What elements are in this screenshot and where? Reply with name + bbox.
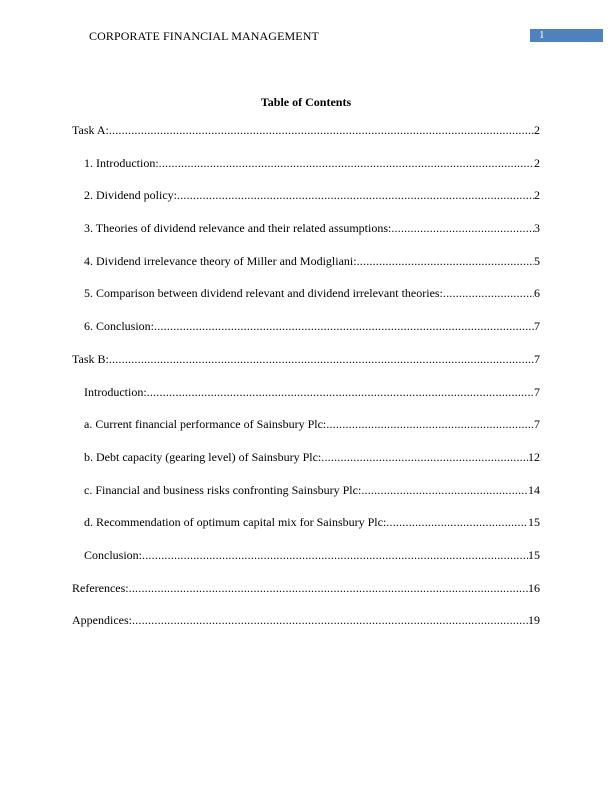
toc-entry-page: 15 (528, 547, 540, 562)
toc-entry-text: Task B: (72, 351, 109, 366)
toc-entry-page: 7 (534, 319, 540, 334)
toc-entry-dividend-irrelevance-theory[interactable] (72, 254, 540, 287)
toc-leader-dots (326, 417, 534, 432)
toc-entry-page: 3 (534, 221, 540, 236)
toc-entry-page: 6 (534, 286, 540, 301)
toc-entry-page: 2 (534, 188, 540, 203)
toc-entry-text: b. Debt capacity (gearing level) of Sainsbury Plc: (84, 449, 322, 464)
toc-entry-text: Appendices: (72, 613, 132, 628)
toc-entry-page: 16 (528, 580, 540, 595)
toc-entry-introduction[interactable] (72, 156, 540, 189)
toc-entry-financial-business-risks[interactable] (72, 483, 540, 516)
toc-heading: Table of Contents (260, 95, 352, 109)
toc-leader-dots (142, 548, 528, 563)
toc-leader-dots (147, 385, 534, 400)
toc-entry-comparison[interactable] (72, 286, 540, 319)
toc-entry-text: c. Financial and business risks confronting Sainsbury Plc: (84, 482, 362, 497)
toc-leader-dots (391, 221, 534, 236)
toc-leader-dots (321, 450, 528, 465)
toc-entry-text: 4. Dividend irrelevance theory of Miller and Modigliani: (84, 253, 357, 268)
toc-leader-dots (357, 254, 534, 269)
toc-entry-debt-capacity[interactable] (72, 450, 540, 483)
toc-leader-dots (443, 286, 534, 301)
toc-leader-dots (132, 613, 528, 628)
running-header-title: CORPORATE FINANCIAL MANAGEMENT (89, 29, 319, 43)
toc-list (72, 123, 540, 646)
toc-entry-page: 7 (534, 351, 540, 366)
toc-leader-dots (154, 319, 534, 334)
toc-entry-page: 19 (528, 613, 540, 628)
toc-entry-text: Task A: (72, 123, 109, 137)
toc-entry-task-a[interactable] (72, 123, 540, 156)
toc-leader-dots (129, 581, 528, 596)
toc-entry-references[interactable] (72, 581, 540, 614)
toc-entry-page: 12 (528, 449, 540, 464)
toc-entry-page: 7 (534, 417, 540, 432)
toc-leader-dots (177, 188, 534, 203)
toc-entry-introduction-b[interactable] (72, 385, 540, 418)
toc-entry-text: Introduction: (84, 384, 147, 399)
toc-entry-text: 3. Theories of dividend relevance and their related assumptions: (84, 221, 392, 236)
toc-entry-conclusion-b[interactable] (72, 548, 540, 581)
toc-entry-text: References: (72, 580, 129, 595)
toc-entry-task-b[interactable] (72, 352, 540, 385)
toc-entry-dividend-policy[interactable] (72, 188, 540, 221)
toc-entry-page: 7 (534, 384, 540, 399)
toc-entry-text: a. Current financial performance of Sainsbury Plc: (84, 417, 327, 432)
toc-entry-text: 2. Dividend policy: (84, 188, 177, 203)
page-number-badge: 1 (530, 29, 603, 42)
toc-entry-conclusion-a[interactable] (72, 319, 540, 352)
toc-leader-dots (109, 123, 534, 138)
toc-entry-page: 14 (528, 482, 540, 497)
toc-entry-page: 2 (534, 123, 540, 137)
toc-entry-appendices[interactable] (72, 613, 540, 646)
toc-leader-dots (361, 483, 528, 498)
toc-entry-text: 6. Conclusion: (84, 319, 155, 334)
toc-leader-dots (159, 156, 534, 171)
toc-entry-theories-of-dividend-relevance[interactable] (72, 221, 540, 254)
toc-entry-page: 2 (534, 155, 540, 170)
toc-entry-text: Conclusion: (84, 547, 143, 562)
toc-entry-text: 1. Introduction: (84, 155, 159, 170)
toc-entry-current-financial-performance[interactable] (72, 417, 540, 450)
toc-entry-page: 5 (534, 253, 540, 268)
toc-leader-dots (109, 352, 534, 367)
toc-entry-text: 5. Comparison between dividend relevant and dividend irrelevant theories: (84, 286, 443, 301)
toc-leader-dots (386, 515, 528, 530)
toc-entry-text: d. Recommendation of optimum capital mix for Sainsbury Plc: (84, 515, 387, 530)
toc-entry-optimum-capital-mix[interactable] (72, 515, 540, 548)
toc-entry-page: 15 (528, 515, 540, 530)
